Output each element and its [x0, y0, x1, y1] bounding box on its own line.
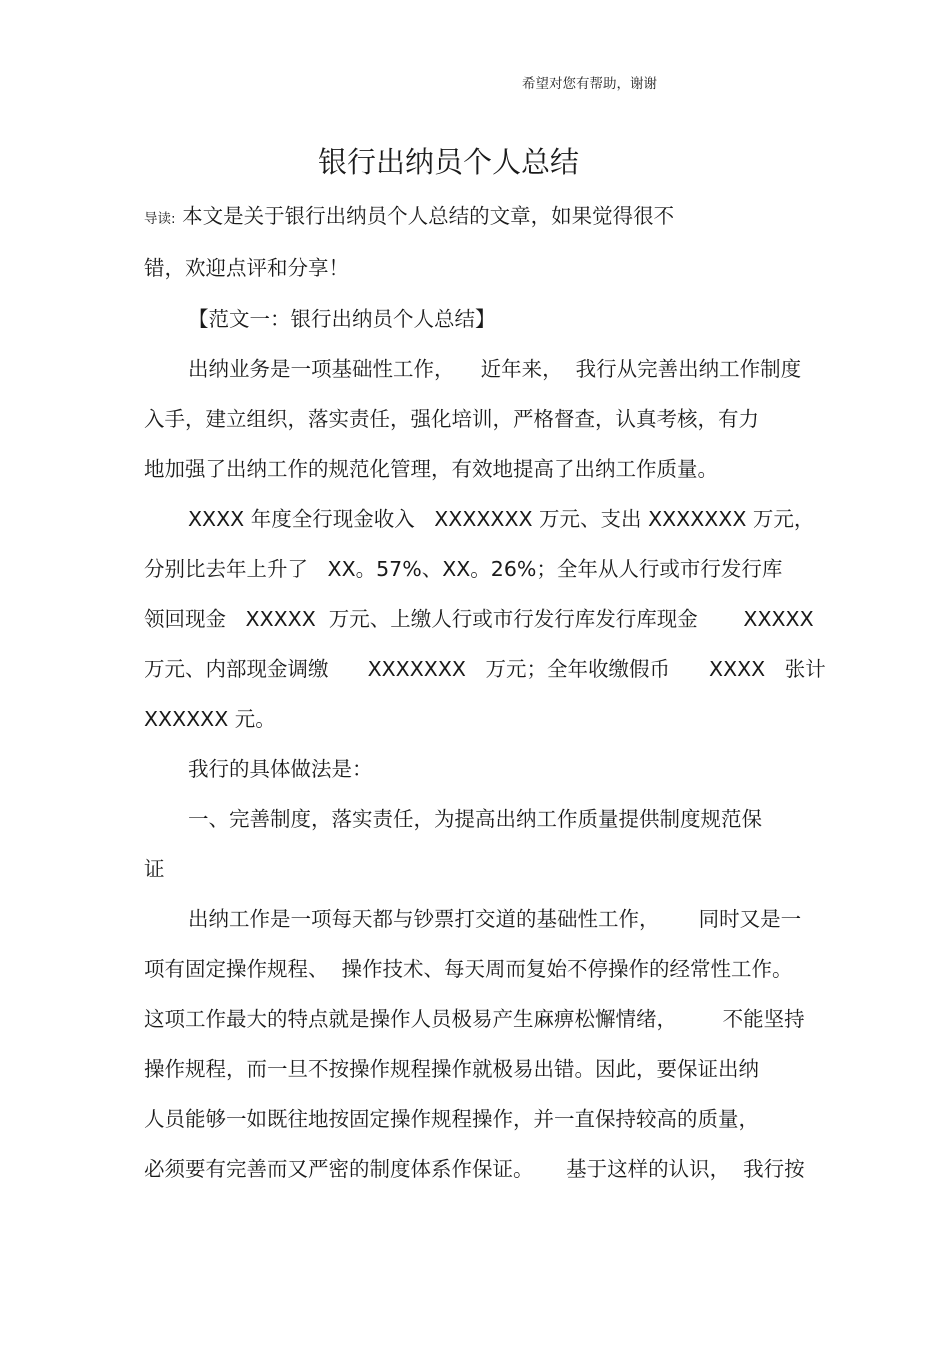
paragraph-2-line-2: 分别比去年上升了 XX。57%、XX。26%；全年从人行或市行发行库 — [144, 557, 783, 581]
paragraph-5-line-6: 必须要有完善而又严密的制度体系作保证。 基于这样的认识， 我行按 — [144, 1157, 805, 1181]
paragraph-2-line-5: XXXXXX 元。 — [144, 707, 276, 731]
paragraph-5-line-1: 出纳工作是一项每天都与钞票打交道的基础性工作， 同时又是一 — [188, 907, 802, 931]
section-heading: 【范文一：银行出纳员个人总结】 — [188, 307, 496, 331]
paragraph-4-line-1: 一、完善制度，落实责任，为提高出纳工作质量提供制度规范保 — [188, 807, 762, 831]
paragraph-1-line-3: 地加强了出纳工作的规范化管理，有效地提高了出纳工作质量。 — [144, 457, 718, 481]
paragraph-1-line-2: 入手，建立组织，落实责任，强化培训，严格督查，认真考核，有力 — [144, 407, 759, 431]
paragraph-2-line-4: 万元、内部现金调缴 XXXXXXX 万元；全年收缴假币 XXXX 张计 — [144, 657, 826, 681]
paragraph-1-line-1: 出纳业务是一项基础性工作， 近年来， 我行从完善出纳工作制度 — [188, 357, 802, 381]
intro-line-1 — [144, 203, 674, 232]
paragraph-5-line-5: 人员能够一如既往地按固定操作规程操作，并一直保持较高的质量， — [144, 1107, 759, 1131]
paragraph-5-line-3: 这项工作最大的特点就是操作人员极易产生麻痹松懈情绪， 不能坚持 — [144, 1007, 805, 1031]
paragraph-2-line-1: XXXX 年度全行现金收入 XXXXXXX 万元、支出 XXXXXXX 万元， — [188, 507, 815, 531]
intro-text: 本文是关于银行出纳员个人总结的文章，如果觉得很不 — [175, 204, 675, 228]
page-header: 希望对您有帮助，谢谢 — [522, 76, 657, 92]
intro-label: 导读: — [144, 211, 176, 227]
document-title: 银行出纳员个人总结 — [318, 145, 580, 179]
paragraph-3-line-1: 我行的具体做法是： — [188, 757, 373, 781]
paragraph-5-line-2: 项有固定操作规程、 操作技术、每天周而复始不停操作的经常性工作。 — [144, 957, 793, 981]
intro-line-2: 错，欢迎点评和分享！ — [144, 256, 349, 280]
paragraph-2-line-3: 领回现金 XXXXX 万元、上缴人行或市行发行库发行库现金 XXXXX — [144, 607, 814, 631]
paragraph-4-line-2: 证 — [144, 857, 165, 881]
paragraph-5-line-4: 操作规程，而一旦不按操作规程操作就极易出错。因此，要保证出纳 — [144, 1057, 759, 1081]
